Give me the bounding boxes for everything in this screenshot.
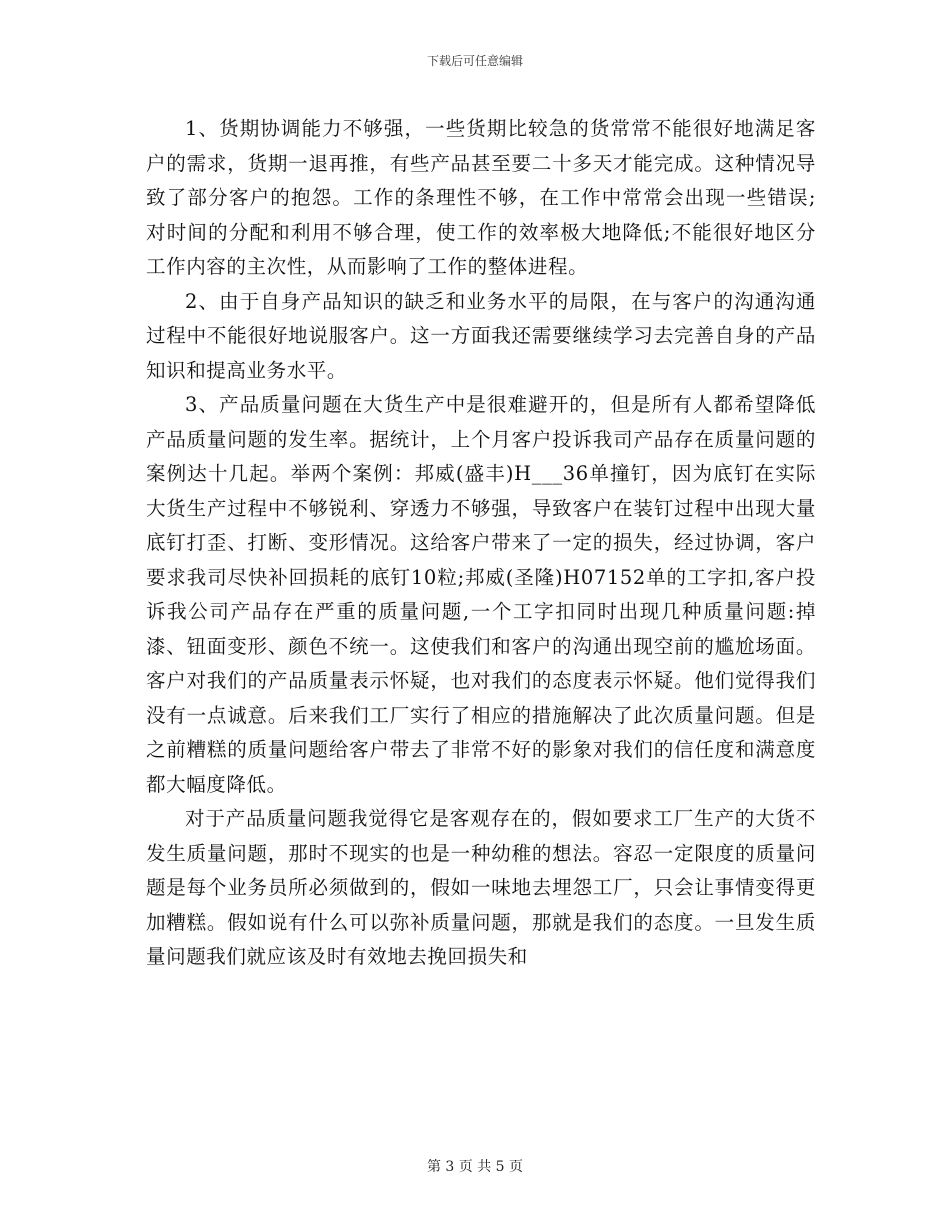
page-header-note: 下载后可任意编辑 [426, 54, 523, 68]
paragraph-4: 对于产品质量问题我觉得它是客观存在的，假如要求工厂生产的大货不发生质量问题，那时不现实的也是一种幼稚的想法。容忍一定限度的质量问题是每个业务员所必须做到的，假如一味地去埋怨工厂，只会让事情变得更加糟糕。假如说有什么可以弥补质量问题，那就是我们的态度。一旦发生质量问题我们就应该及时有效地去挽回损失和 [146, 807, 816, 968]
page-number-footer: 第 3 页 共 5 页 [426, 1159, 524, 1175]
document-body [146, 112, 816, 975]
paragraph-3: 3、产品质量问题在大货生产中是很难避开的，但是所有人都希望降低产品质量问题的发生率。据统计，上个月客户投诉我司产品存在质量问题的案例达十几起。举两个案例：邦威(盛丰)H___36单撞钉，因为底钉在实际大货生产过程中不够锐利、穿透力不够强，导致客户在装钉过程中出现大量底钉打歪、打断、变形情况。这给客户带来了一定的损失，经过协调，客户要求我司尽快补回损耗的底钉10粒;邦威(圣隆)H07152单的工字扣,客户投诉我公司产品存在严重的质量问题,一个工字扣同时出现几种质量问题:掉漆、钮面变形、颜色不统一。这使我们和客户的沟通出现空前的尴尬场面。客户对我们的产品质量表示怀疑，也对我们的态度表示怀疑。他们觉得我们没有一点诚意。后来我们工厂实行了相应的措施解决了此次质量问题。但是之前糟糕的质量问题给客户带去了非常不好的影象对我们的信任度和满意度都大幅度降低。 [146, 393, 816, 796]
paragraph-1: 1、货期协调能力不够强，一些货期比较急的货常常不能很好地满足客户的需求，货期一退再推，有些产品甚至要二十多天才能完成。这种情况导致了部分客户的抱怨。工作的条理性不够，在工作中常常会出现一些错误;对时间的分配和利用不够合理，使工作的效率极大地降低;不能很好地区分工作内容的主次性，从而影响了工作的整体进程。 [146, 117, 816, 278]
paragraph-2: 2、由于自身产品知识的缺乏和业务水平的局限，在与客户的沟通沟通过程中不能很好地说服客户。这一方面我还需要继续学习去完善自身的产品知识和提高业务水平。 [146, 289, 816, 382]
